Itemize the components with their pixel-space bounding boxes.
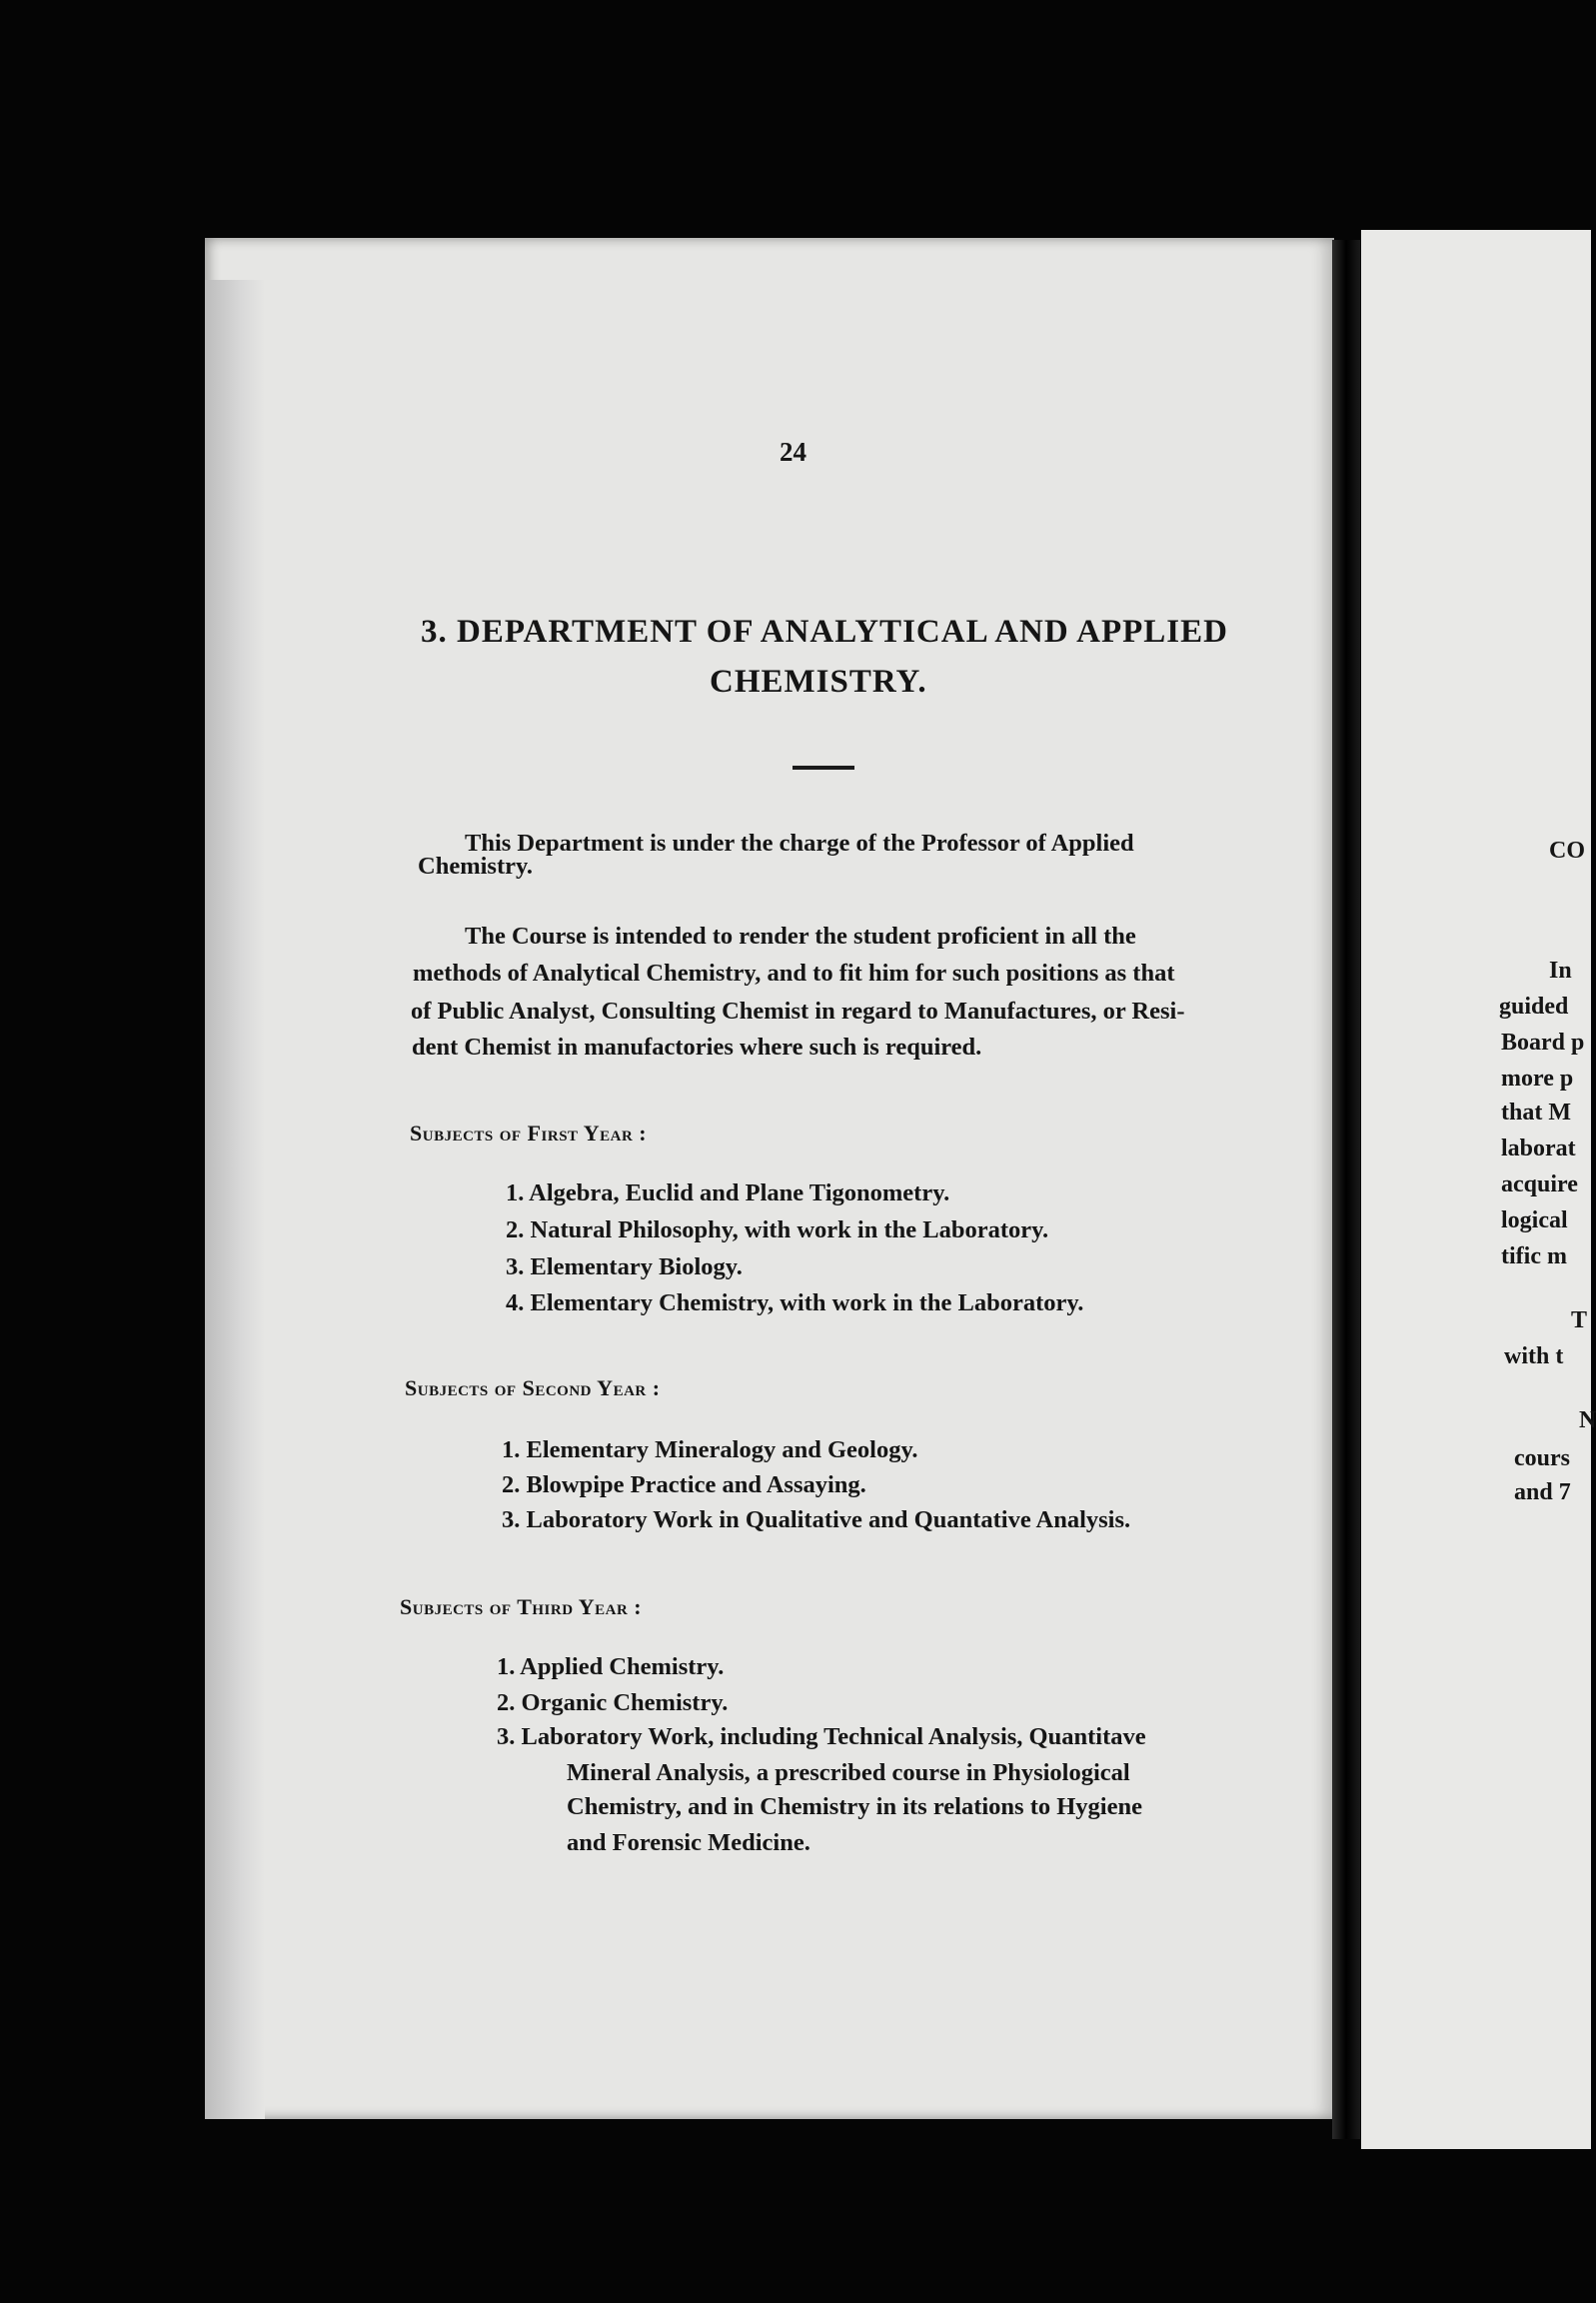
right-fragment: that M (1501, 1100, 1571, 1126)
third-year-item: 3. Laboratory Work, including Technical Analysis, Quantitave (497, 1723, 1146, 1750)
first-year-item: 2. Natural Philosophy, with work in the Laboratory. (506, 1216, 1049, 1243)
third-year-item: 1. Applied Chemistry. (497, 1653, 725, 1680)
right-fragment: acquire (1501, 1171, 1578, 1197)
second-year-item: 1. Elementary Mineralogy and Geology. (502, 1436, 918, 1463)
right-fragment: guided (1499, 994, 1569, 1020)
right-fragment: more p (1501, 1066, 1574, 1092)
right-fragment: and 7 (1514, 1479, 1571, 1505)
department-heading-continued: CHEMISTRY. (710, 664, 927, 700)
intro-line: Chemistry. (418, 853, 533, 880)
right-fragment: cours (1514, 1445, 1570, 1471)
second-year-heading: Subjects of Second Year : (405, 1375, 661, 1400)
course-line: dent Chemist in manufactories where such is required. (412, 1034, 982, 1061)
course-line: methods of Analytical Chemistry, and to fit him for such positions as that (413, 960, 1175, 987)
third-year-heading: Subjects of Third Year : (400, 1594, 643, 1619)
page-number: 24 (780, 437, 806, 467)
right-fragment: CO (1549, 838, 1585, 864)
page-edge (205, 280, 265, 2119)
third-year-item: 2. Organic Chemistry. (497, 1689, 729, 1716)
third-year-item-continued: Chemistry, and in Chemistry in its relations to Hygiene (567, 1793, 1142, 1820)
right-fragment: with t (1504, 1343, 1564, 1369)
right-fragment: laborat (1501, 1136, 1576, 1161)
third-year-item-continued: Mineral Analysis, a prescribed course in Physiological (567, 1759, 1130, 1786)
book-gutter (1332, 240, 1360, 2139)
course-line: The Course is intended to render the student proficient in all the (465, 923, 1136, 950)
right-fragment: T (1571, 1307, 1588, 1333)
first-year-item: 3. Elementary Biology. (506, 1253, 743, 1280)
right-fragment: logical (1501, 1207, 1568, 1233)
right-page (1361, 230, 1596, 2149)
first-year-heading: Subjects of First Year : (410, 1121, 648, 1146)
intro-line: This Department is under the charge of the Professor of Applied (465, 830, 1134, 857)
department-heading: 3. DEPARTMENT OF ANALYTICAL AND APPLIED (421, 614, 1228, 650)
right-fragment: Board p (1501, 1030, 1585, 1056)
right-fragment: N (1579, 1407, 1596, 1433)
third-year-item-continued: and Forensic Medicine. (567, 1829, 810, 1856)
first-year-item: 4. Elementary Chemistry, with work in the Laboratory. (506, 1289, 1084, 1316)
right-fragment: In (1549, 958, 1572, 984)
second-year-item: 3. Laboratory Work in Qualitative and Quantative Analysis. (502, 1506, 1131, 1533)
right-fragment: tific m (1501, 1243, 1567, 1269)
heading-rule (793, 766, 854, 770)
course-line: of Public Analyst, Consulting Chemist in regard to Manufactures, or Resi- (411, 998, 1185, 1025)
first-year-item: 1. Algebra, Euclid and Plane Tigonometry. (506, 1179, 950, 1206)
second-year-item: 2. Blowpipe Practice and Assaying. (502, 1471, 866, 1498)
